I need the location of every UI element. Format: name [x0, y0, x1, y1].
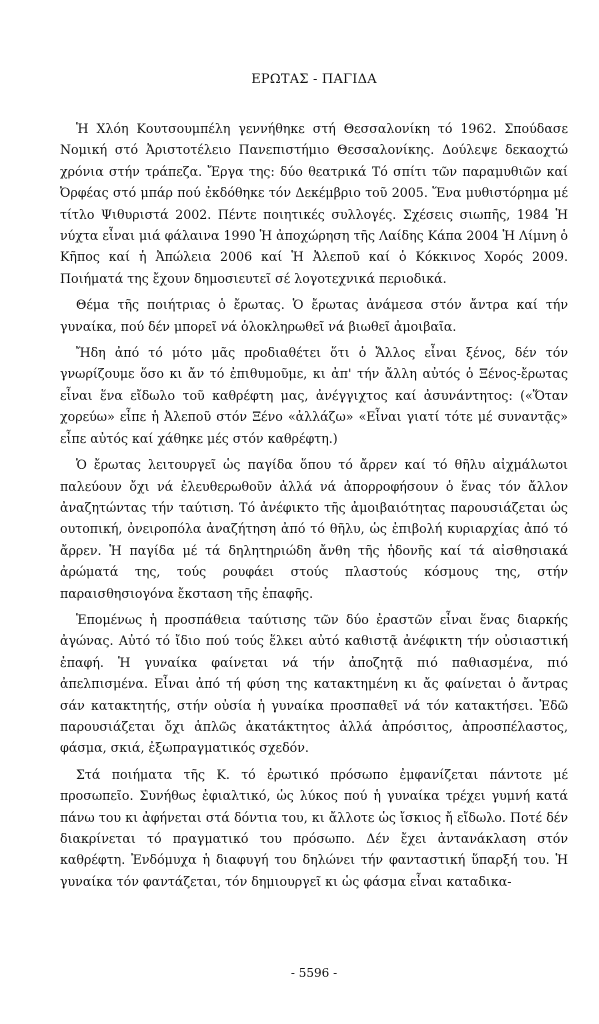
paragraph-trap: Ὁ ἔρωτας λειτουργεῖ ὡς παγίδα ὅπου τό ἄρρεν καί τό θῆλυ αἰχμάλωτοι παλεύουν ὄχι νά ἐλευθερωθοῦν ἀλλά νά ἀπορροφήσουν ὁ ἕνας τόν ἄλλον ἀναζητώντας τήν ταύτιση. Τό ἀνέφικτο τῆς ἀμοιβαιότητας παρουσιάζεται ὡς ουτοπική, ὀνειροπόλα ἀναζήτηση ἀπό τό θῆλυ, ὡς ἐπιβολή κυριαρχίας ἀπό τό ἄρρεν. Ἡ παγίδα μέ τά δηλητηριώδη ἄνθη τῆς ἡδονῆς καί τά αἰσθησιακά ἀρώματά της, τούς ρουφάει στούς πλαστούς κόσμους της, στήν παραισθησιογόνα ἔκσταση τῆς ἐπαφῆς.: [60, 457, 568, 601]
paragraph-motto: Ἤδη ἀπό τό μότο μᾶς προδιαθέτει ὅτι ὁ Ἄλλος εἶναι ξένος, δέν τόν γνωρίζουμε ὅσο κι ἄν τό ἐπιθυμοῦμε, κι ἀπ' τήν ἄλλη αὐτός ὁ Ξένος-ἔρωτας εἶναι ἕνα εἴδωλο τοῦ καθρέφτη μας, ἀνέγγιχτος καί ἀσυνάντητος: («Ὅταν χορεύω» εἶπε ἡ Ἀλεποῦ στόν Ξένο «ἀλλάζω» «Εἶναι γιατί τότε μέ συναντᾷς» εἶπε αὐτός καί χάθηκε μές στόν καθρέφτη.): [60, 345, 568, 446]
paragraph-biography: Ἡ Χλόη Κουτσουμπέλη γεννήθηκε στή Θεσσαλονίκη τό 1962. Σπούδασε Νομική στό Ἀριστοτέλειο Πανεπιστήμιο Θεσσαλονίκης. Δούλεψε δεκαοχτώ χρόνια στήν τράπεζα. Ἔργα της: δύο θεατρικά Τό σπίτι τῶν παραμυθιῶν καί Ὀρφέας στό μπάρ πού ἐκδόθηκε τόν Δεκέμβριο τοῦ 2005. Ἕνα μυθιστόρημα μέ τίτλο Ψιθυριστά 2002. Πέντε ποιητικές συλλογές. Σχέσεις σιωπῆς, 1984 Ἡ νύχτα εἶναι μιά φάλαινα 1990 Ἡ ἀποχώρηση τῆς Λαίδης Κάπα 2004 Ἡ Λίμνη ὁ Κῆπος καί ἡ Ἀπώλεια 2006 καί Ἡ Ἀλεποῦ καί ὁ Κόκκινος Χορός 2009. Ποιήματά της ἔχουν δημοσιευτεῖ σέ λογοτεχνικά περιοδικά.: [60, 121, 568, 286]
page-number: - 5596 -: [290, 966, 338, 980]
book-page: [60, 0, 568, 1024]
paragraph-theme: Θέμα τῆς ποιήτριας ὁ ἔρωτας. Ὁ ἔρωτας ἀνάμεσα στόν ἄντρα καί τήν γυναίκα, πού δέν μπορεῖ νά ὁλοκληρωθεῖ νά βιωθεῖ ἀμοιβαῖα.: [60, 297, 568, 334]
paragraph-struggle: Ἑπομένως ἡ προσπάθεια ταύτισης τῶν δύο ἐραστῶν εἶναι ἕνας διαρκής ἀγώνας. Αὐτό τό ἴδιο πού τούς ἕλκει αὐτό καθιστᾷ ἀνέφικτη τήν οὐσιαστική ἐπαφή. Ἡ γυναίκα φαίνεται νά τήν ἀποζητᾷ πιό παθιασμένα, πιό ἀπελπισμένα. Εἶναι ἀπό τή φύση της κατακτημένη κι ἄς φαίνεται ὁ ἄντρας σάν κατακτητής, στήν οὐσία ἡ γυναίκα προσπαθεῖ νά τόν κατακτήσει. Ἐδῶ παρουσιάζεται ὄχι ἁπλῶς ἀκατάκτητος ἀλλά ἀπρόσιτος, ἀπροσπέλαστος, φάσμα, σκιά, ἐξωπραγματικός σχεδόν.: [60, 611, 568, 756]
body-text: [60, 118, 568, 897]
paragraph-mask: Στά ποιήματα τῆς Κ. τό ἐρωτικό πρόσωπο ἐμφανίζεται πάντοτε μέ προσωπεῖο. Συνήθως ἐφιαλτικό, ὡς λύκος πού ἡ γυναίκα τρέχει γυμνή κατά πάνω του κι ἀφήνεται στά δόντια του, κι ἄλλοτε ὡς ἴσκιος ἤ εἴδωλο. Ποτέ δέν διακρίνεται τό πραγματικό του πρόσωπο. Δέν ἔχει ἀντανάκλαση στόν καθρέφτη. Ἐνδόμυχα ἡ διαφυγή του δηλώνει τήν φανταστική ὕπαρξή του. Ἡ γυναίκα τόν φαντάζεται, τόν δημιουργεῖ κι ὡς φάσμα εἶναι καταδικα-: [60, 766, 568, 889]
chapter-title: ΕΡΩΤΑΣ - ΠΑΓΙΔΑ: [251, 72, 377, 87]
